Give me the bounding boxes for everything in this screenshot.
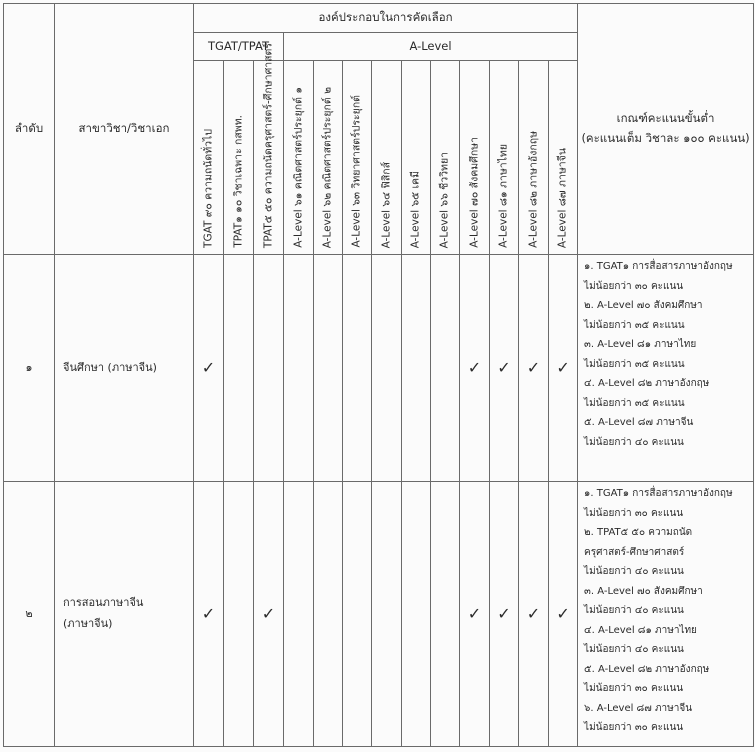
- column-header: A-Level ๘๒ ภาษาอังกฤษ: [519, 61, 549, 255]
- criteria-line: ไม่น้อยกว่า ๓๕ คะแนน: [584, 319, 685, 331]
- criteria-line: ๖. A-Level ๘๗ ภาษาจีน: [584, 702, 693, 714]
- criteria-line: ๓. A-Level ๘๑ ภาษาไทย: [584, 339, 697, 350]
- criteria-line: ๒. A-Level ๗๐ สังคมศึกษา: [584, 300, 703, 311]
- criteria-line: ไม่น้อยกว่า ๓๐ คะแนน: [584, 280, 684, 292]
- row-order: ๒: [4, 482, 55, 747]
- checkmark-icon: ✓: [201, 604, 216, 624]
- check-cell: [519, 482, 549, 747]
- criteria-line: ไม่น้อยกว่า ๓๐ คะแนน: [584, 507, 684, 519]
- program-name: [55, 255, 194, 482]
- checkmark-icon: ✓: [467, 358, 482, 378]
- table-row: [4, 482, 754, 747]
- criteria-line: ๕. A-Level ๘๒ ภาษาอังกฤษ: [584, 663, 710, 675]
- column-header: A-Level ๗๐ สังคมศึกษา: [460, 61, 490, 255]
- checkmark-icon: ✓: [526, 358, 541, 378]
- checkmark-icon: ✓: [467, 604, 482, 624]
- checkmark-icon: ✓: [497, 604, 511, 624]
- row-order: ๑: [4, 255, 55, 482]
- criteria-line: ๔. A-Level ๘๑ ภาษาไทย: [584, 624, 697, 636]
- criteria-line: ไม่น้อยกว่า ๓๕ คะแนน: [584, 397, 685, 409]
- criteria-line: ไม่น้อยกว่า ๔๐ คะแนน: [584, 566, 684, 577]
- criteria-header-line1: เกณฑ์คะแนนขั้นต่ำ: [616, 111, 715, 126]
- check-cell: [402, 482, 431, 747]
- check-cell: [194, 482, 224, 747]
- criteria-header: [578, 4, 754, 255]
- criteria-line: ๒. TPAT๕ ๕๐ ความถนัด: [584, 527, 693, 538]
- program-name-line: การสอนภาษาจีน: [63, 596, 144, 610]
- column-header: TGAT ๙๐ ความถนัดทั่วไป: [194, 61, 224, 255]
- check-cell: [460, 255, 490, 482]
- criteria-line: ไม่น้อยกว่า ๔๐ คะแนน: [584, 436, 684, 448]
- check-cell: [284, 255, 314, 482]
- criteria-line: ไม่น้อยกว่า ๓๐ คะแนน: [584, 722, 684, 733]
- criteria-header-line2: (คะแนนเต็ม วิชาละ ๑๐๐ คะแนน): [581, 131, 750, 145]
- criteria-line: ไม่น้อยกว่า ๓๕ คะแนน: [584, 358, 685, 370]
- column-header: A-Level ๖๑ คณิตศาสตร์ประยุกต์ ๑: [284, 61, 314, 255]
- header-row-1: [4, 4, 754, 33]
- criteria-cell: [578, 255, 754, 482]
- tgat-tpat-group-header: TGAT/TPAT: [194, 33, 284, 61]
- check-cell: [254, 482, 284, 747]
- criteria-line: ไม่น้อยกว่า ๔๐ คะแนน: [584, 644, 684, 655]
- check-cell: [254, 255, 284, 482]
- checkmark-icon: ✓: [556, 604, 570, 624]
- check-cell: [314, 482, 343, 747]
- program-name: [55, 482, 194, 747]
- criteria-line: ๑. TGAT๑ การสื่อสารภาษาอังกฤษ: [584, 488, 733, 499]
- criteria-line: ๓. A-Level ๗๐ สังคมศึกษา: [584, 585, 703, 597]
- column-header: TPAT๑ ๑๐ วิชาเฉพาะ กสพท.: [224, 61, 254, 255]
- check-cell: [314, 255, 343, 482]
- column-header: A-Level ๘๗ ภาษาจีน: [549, 61, 578, 255]
- criteria-line: ๕. A-Level ๘๗ ภาษาจีน: [584, 417, 694, 428]
- criteria-line: ไม่น้อยกว่า ๓๐ คะแนน: [584, 683, 684, 694]
- check-cell: [284, 482, 314, 747]
- column-header: A-Level ๖๔ ฟิสิกส์: [372, 61, 402, 255]
- column-header: A-Level ๘๑ ภาษาไทย: [490, 61, 519, 255]
- check-cell: [431, 482, 460, 747]
- criteria-line: ๑. TGAT๑ การสื่อสารภาษาอังกฤษ: [584, 261, 733, 272]
- criteria-cell: [578, 482, 754, 747]
- check-cell: [519, 255, 549, 482]
- column-header: A-Level ๖๖ ชีววิทยา: [431, 61, 460, 255]
- check-cell: [431, 255, 460, 482]
- checkmark-icon: ✓: [556, 358, 570, 378]
- order-header: ลำดับ: [4, 4, 55, 255]
- checkmark-icon: ✓: [526, 604, 541, 624]
- check-cell: [490, 255, 519, 482]
- criteria-line: ๔. A-Level ๘๒ ภาษาอังกฤษ: [584, 378, 710, 389]
- check-cell: [372, 255, 402, 482]
- column-header: A-Level ๖๒ คณิตศาสตร์ประยุกต์ ๒: [314, 61, 343, 255]
- check-cell: [402, 255, 431, 482]
- check-cell: [224, 255, 254, 482]
- check-cell: [224, 482, 254, 747]
- column-header: TPAT๕ ๕๐ ความถนัดครุศาสตร์-ศึกษาศาสตร์: [254, 61, 284, 255]
- check-cell: [549, 255, 578, 482]
- components-header: องค์ประกอบในการคัดเลือก: [194, 4, 578, 33]
- check-cell: [372, 482, 402, 747]
- checkmark-icon: ✓: [261, 604, 276, 624]
- check-cell: [460, 482, 490, 747]
- program-header: สาขาวิชา/วิชาเอก: [55, 4, 194, 255]
- alevel-group-header: A-Level: [284, 33, 578, 61]
- check-cell: [343, 255, 372, 482]
- criteria-line: ไม่น้อยกว่า ๔๐ คะแนน: [584, 605, 684, 616]
- checkmark-icon: ✓: [497, 358, 511, 378]
- check-cell: [490, 482, 519, 747]
- program-name-line: จีนศึกษา (ภาษาจีน): [63, 360, 157, 374]
- check-cell: [549, 482, 578, 747]
- check-cell: [194, 255, 224, 482]
- column-header: A-Level ๖๕ เคมี: [402, 61, 431, 255]
- check-cell: [343, 482, 372, 747]
- admission-criteria-table: [3, 3, 754, 747]
- program-name-line: (ภาษาจีน): [63, 617, 113, 630]
- column-header: A-Level ๖๓ วิทยาศาสตร์ประยุกต์: [343, 61, 372, 255]
- checkmark-icon: ✓: [201, 358, 216, 378]
- table-row: [4, 255, 754, 482]
- criteria-line: ครุศาสตร์-ศึกษาศาสตร์: [584, 546, 685, 558]
